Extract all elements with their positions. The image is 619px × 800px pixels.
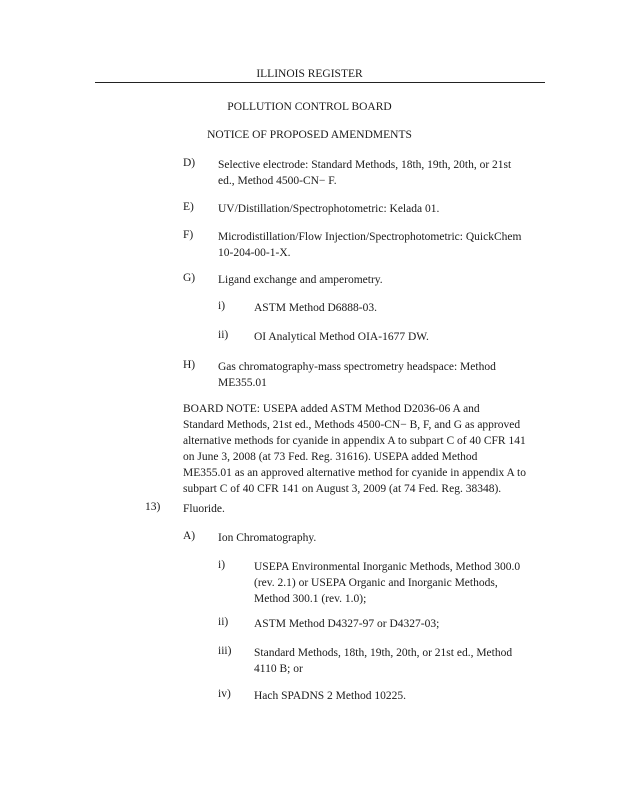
item-f-text xyxy=(218,229,521,261)
fluoride-sub-i-line-2: (rev. 2.1) or USEPA Organic and Inorganic Methods, xyxy=(254,577,498,589)
fluoride-sub-iv-line-1: Hach SPADNS 2 Method 10225. xyxy=(254,690,406,702)
board-note-line-3: alternative methods for cyanide in appendix A to subpart C of 40 CFR 141 xyxy=(183,435,526,447)
item-g-text xyxy=(218,272,383,288)
header-rule xyxy=(95,82,545,83)
fluoride-sub-i-text xyxy=(254,559,520,607)
item-h-label: H) xyxy=(183,359,196,371)
board-title: POLLUTION CONTROL BOARD xyxy=(227,101,392,113)
section-13-a-title: Ion Chromatography. xyxy=(218,532,317,544)
board-note xyxy=(183,401,526,497)
section-13-title: Fluoride. xyxy=(183,503,225,515)
item-d-text xyxy=(218,157,511,189)
item-d-line-2: ed., Method 4500-CN− F. xyxy=(218,175,337,187)
board-note-line-4: on June 3, 2008 (at 73 Fed. Reg. 31616). USEPA added Method xyxy=(183,451,478,463)
item-f-label: F) xyxy=(183,229,194,241)
item-e-label: E) xyxy=(183,201,194,213)
item-f-line-1: Microdistillation/Flow Injection/Spectrophotometric: QuickChem xyxy=(218,231,522,243)
register-title: ILLINOIS REGISTER xyxy=(256,68,363,80)
fluoride-sub-i-line-1: USEPA Environmental Inorganic Methods, Method 300.0 xyxy=(254,561,521,573)
item-d-line-1: Selective electrode: Standard Methods, 18th, 19th, 20th, or 21st xyxy=(218,159,512,171)
fluoride-sub-ii-text xyxy=(254,616,439,632)
fluoride-sub-ii-label: ii) xyxy=(218,616,229,628)
item-g-sub-i-label: i) xyxy=(218,300,226,312)
fluoride-sub-iii-label: iii) xyxy=(218,645,232,657)
notice-title: NOTICE OF PROPOSED AMENDMENTS xyxy=(207,129,412,141)
fluoride-sub-iii-text xyxy=(254,645,512,677)
item-h-text xyxy=(218,359,496,391)
fluoride-sub-ii-line-1: ASTM Method D4327-97 or D4327-03; xyxy=(254,618,440,630)
fluoride-sub-iv-text xyxy=(254,688,406,704)
section-13-a-label: A) xyxy=(183,530,196,542)
item-e-line-1: UV/Distillation/Spectrophotometric: Kelada 01. xyxy=(218,203,440,215)
fluoride-sub-i-line-3: Method 300.1 (rev. 1.0); xyxy=(254,593,367,605)
fluoride-sub-iii-line-2: 4110 B; or xyxy=(254,663,303,675)
item-g-sub-i-text: ASTM Method D6888-03. xyxy=(254,302,377,314)
item-h-line-1: Gas chromatography-mass spectrometry headspace: Method xyxy=(218,361,496,373)
item-f-line-2: 10-204-00-1-X. xyxy=(218,247,291,259)
item-h-line-2: ME355.01 xyxy=(218,377,267,389)
board-note-line-1: BOARD NOTE: USEPA added ASTM Method D2036-06 A and xyxy=(183,403,480,415)
item-d-label: D) xyxy=(183,157,196,169)
section-13-label: 13) xyxy=(145,501,161,513)
item-g-sub-ii-label: ii) xyxy=(218,329,229,341)
board-note-line-2: Standard Methods, 21st ed., Methods 4500-CN− B, F, and G as approved xyxy=(183,419,521,431)
fluoride-sub-iii-line-1: Standard Methods, 18th, 19th, 20th, or 21st ed., Method xyxy=(254,647,513,659)
fluoride-sub-i-label: i) xyxy=(218,559,226,571)
item-g-line-1: Ligand exchange and amperometry. xyxy=(218,274,383,286)
board-note-line-6: subpart C of 40 CFR 141 on August 3, 2009 (at 74 Fed. Reg. 38348). xyxy=(183,483,502,495)
item-g-sub-ii-text: OI Analytical Method OIA-1677 DW. xyxy=(254,331,429,343)
item-g-label: G) xyxy=(183,272,196,284)
board-note-line-5: ME355.01 as an approved alternative method for cyanide in appendix A to xyxy=(183,467,526,479)
item-e-text xyxy=(218,201,439,217)
fluoride-sub-iv-label: iv) xyxy=(218,688,231,700)
